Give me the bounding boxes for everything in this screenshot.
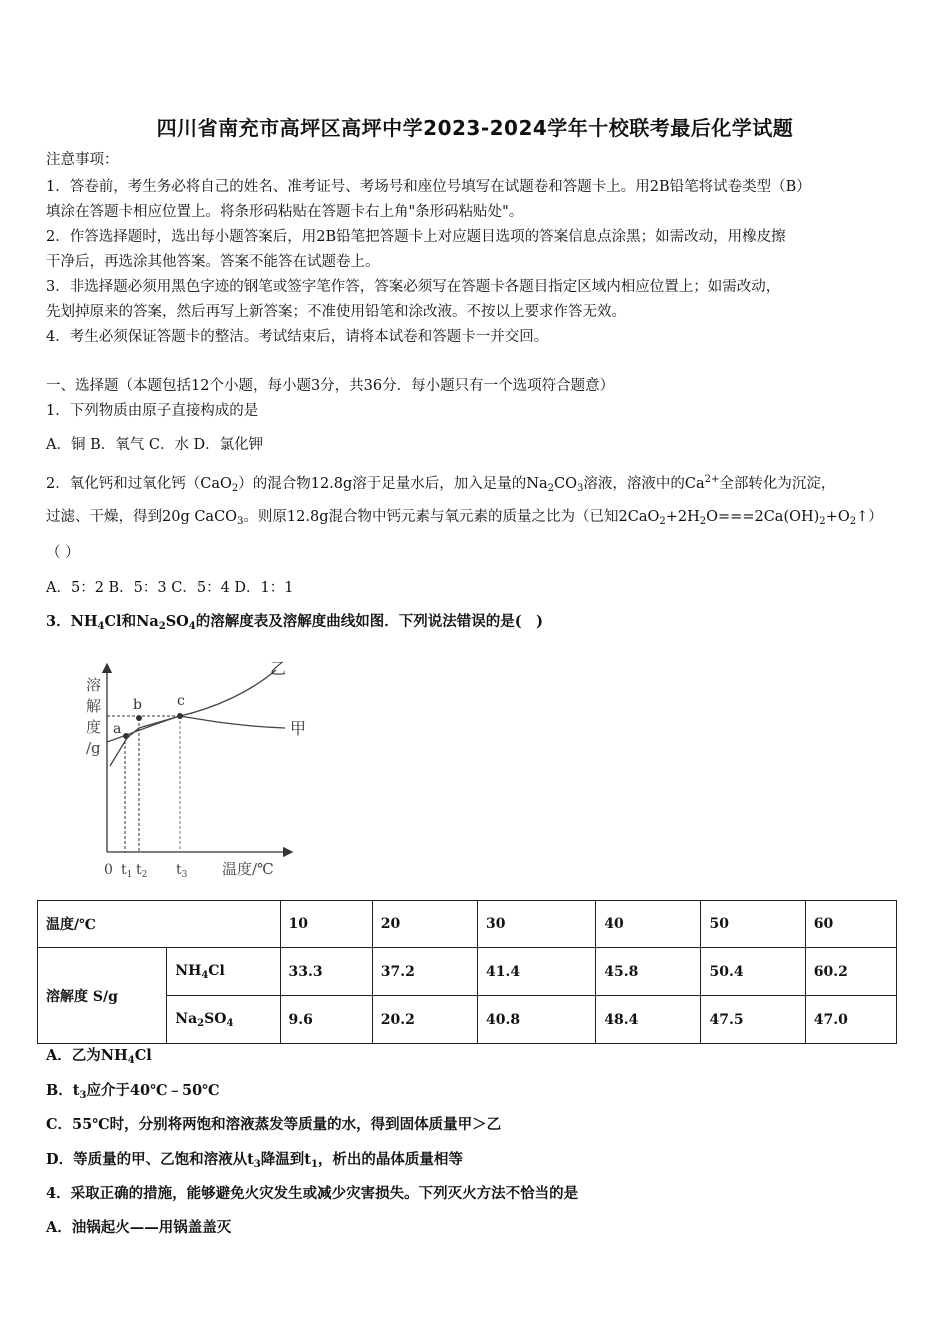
x-tick-t3: $t_3$ bbox=[176, 862, 188, 880]
question-2-blank: （ ） bbox=[46, 545, 80, 561]
x-tick-t1: $t_1$ bbox=[121, 862, 133, 880]
section-heading: 一、选择题（本题包括12个小题，每小题3分，共36分．每小题只有一个选项符合题意） bbox=[46, 378, 615, 394]
table-cell: 20.2 bbox=[372, 996, 477, 1044]
question-2-line1: 2．氧化钙和过氧化钙（CaO$_2$）的混合物12.8g溶于足量水后，加入足量的$Na_2CO_3$溶液，溶液中的$Ca^{2+}$全部转化为沉淀， bbox=[46, 474, 836, 494]
series-label-yi: 乙 bbox=[270, 659, 287, 678]
notice-line: 填涂在答题卡相应位置上。将条形码粘贴在答题卡右上角"条形码粘贴处"。 bbox=[46, 204, 524, 220]
substance-na2so4: $Na_2SO_4$ bbox=[167, 996, 280, 1044]
table-cell: 41.4 bbox=[477, 948, 595, 996]
x-tick-t2: $t_2$ bbox=[136, 862, 148, 880]
table-cell: 30 bbox=[477, 901, 595, 948]
point-b bbox=[136, 715, 142, 721]
table-cell: 45.8 bbox=[596, 948, 701, 996]
question-1-stem: 1．下列物质由原子直接构成的是 bbox=[46, 403, 259, 419]
substance-nh4cl: $NH_4Cl$ bbox=[167, 948, 280, 996]
table-cell: 40.8 bbox=[477, 996, 595, 1044]
table-cell: 47.0 bbox=[805, 996, 896, 1044]
question-3-stem: 3．$NH_4Cl$和$Na_2SO_4$的溶解度表及溶解度曲线如图．下列说法错误的是( ) bbox=[46, 613, 543, 632]
point-a bbox=[123, 733, 129, 739]
y-label-char: 溶 bbox=[86, 676, 102, 694]
question-2-options: A．5：2 B．5：3 C．5：4 D．1：1 bbox=[46, 580, 294, 596]
x-axis-label: 温度/℃ bbox=[222, 860, 274, 878]
notice-heading: 注意事项： bbox=[46, 152, 119, 168]
solubility-chart bbox=[70, 650, 330, 885]
table-cell: 47.5 bbox=[701, 996, 805, 1044]
question-4-option-a: A．油锅起火——用锅盖盖灭 bbox=[46, 1219, 232, 1236]
question-2-line2: 过滤、干燥，得到20g CaCO$_3$。则原12.8g混合物中钙元素与氧元素的质量之比为（已知$2CaO_2+2H_2O===2Ca(OH)_2+O_2↑$） bbox=[46, 509, 883, 527]
table-cell: 33.3 bbox=[280, 948, 372, 996]
question-3-option-b: B．$t_3$应介于40℃﹣50℃ bbox=[46, 1082, 220, 1101]
page-title: 四川省南充市高坪区高坪中学2023-2024学年十校联考最后化学试题 bbox=[156, 116, 794, 140]
notice-line: 干净后，再选涂其他答案。答案不能答在试题卷上。 bbox=[46, 254, 380, 270]
solubility-table bbox=[37, 900, 897, 1044]
question-3-option-d: D．等质量的甲、乙饱和溶液从$t_3$降温到$t_1$，析出的晶体质量相等 bbox=[46, 1151, 463, 1170]
curve-jia bbox=[107, 716, 285, 742]
point-label-c: c bbox=[177, 693, 185, 709]
table-cell: 40 bbox=[596, 901, 701, 948]
question-3-option-a: A．乙为$NH_4Cl$ bbox=[46, 1047, 152, 1066]
table-row bbox=[38, 901, 897, 948]
y-label-char: /g bbox=[86, 739, 101, 757]
table-cell: 10 bbox=[280, 901, 372, 948]
temp-header: 温度/℃ bbox=[38, 901, 281, 948]
question-1-options: A．铜 B．氧气 C．水 D．氯化钾 bbox=[46, 437, 264, 453]
table-cell: 9.6 bbox=[280, 996, 372, 1044]
question-3-option-c: C．55℃时，分别将两饱和溶液蒸发等质量的水，得到固体质量甲＞乙 bbox=[46, 1116, 502, 1133]
table-cell: 60.2 bbox=[805, 948, 896, 996]
point-label-b: b bbox=[133, 697, 142, 713]
question-4-stem: 4．采取正确的措施，能够避免火灾发生或减少灾害损失。下列灭火方法不恰当的是 bbox=[46, 1185, 579, 1202]
table-cell: 50.4 bbox=[701, 948, 805, 996]
point-label-a: a bbox=[113, 721, 122, 737]
notice-line: 3．非选择题必须用黑色字迹的钢笔或签字笔作答，答案必须写在答题卡各题目指定区域内相应位置上；如需改动， bbox=[46, 279, 781, 295]
table-cell: 60 bbox=[805, 901, 896, 948]
y-label-char: 解 bbox=[86, 697, 102, 715]
row-header: 溶解度 S/g bbox=[38, 948, 167, 1044]
notice-line: 先划掉原来的答案，然后再写上新答案；不准使用铅笔和涂改液。不按以上要求作答无效。 bbox=[46, 304, 626, 320]
x-tick-origin: 0 bbox=[104, 862, 113, 878]
table-row bbox=[38, 996, 897, 1044]
table-row bbox=[38, 948, 897, 996]
point-c bbox=[177, 713, 183, 719]
notice-line: 4．考生必须保证答题卡的整洁。考试结束后，请将本试卷和答题卡一并交回。 bbox=[46, 329, 549, 345]
table-cell: 50 bbox=[701, 901, 805, 948]
notice-line: 2．作答选择题时，选出每小题答案后，用2B铅笔把答题卡上对应题目选项的答案信息点涂黑；如需改动，用橡皮擦 bbox=[46, 229, 786, 245]
notice-line: 1．答卷前，考生务必将自己的姓名、准考证号、考场号和座位号填写在试题卷和答题卡上。用2B铅笔将试卷类型（B） bbox=[46, 179, 811, 195]
series-label-jia: 甲 bbox=[290, 719, 307, 738]
y-label-char: 度 bbox=[86, 718, 102, 736]
table-cell: 48.4 bbox=[596, 996, 701, 1044]
table-cell: 37.2 bbox=[372, 948, 477, 996]
table-cell: 20 bbox=[372, 901, 477, 948]
